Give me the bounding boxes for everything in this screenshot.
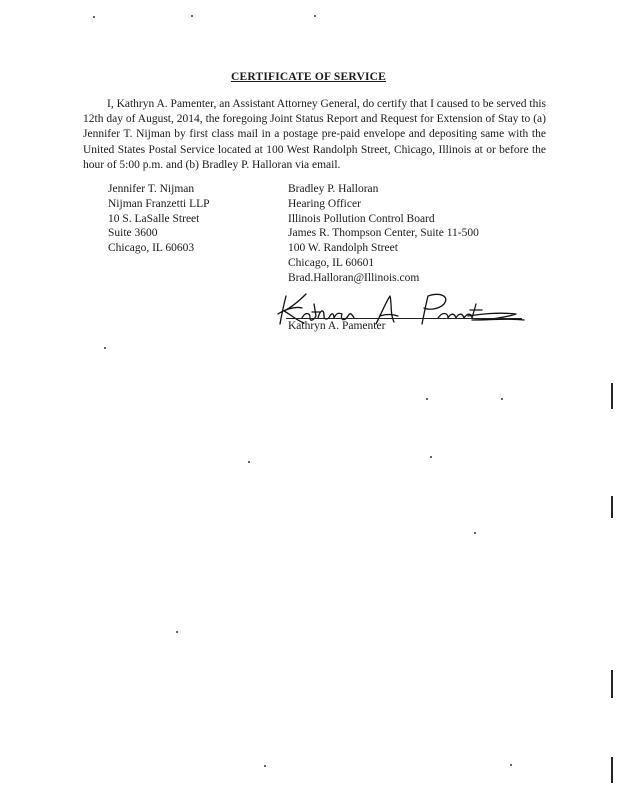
recipient-name: Bradley P. Halloran	[288, 183, 379, 195]
scan-speck	[176, 631, 178, 633]
scan-speck	[474, 532, 476, 534]
scan-speck	[501, 398, 503, 400]
recipient-city: Chicago, IL 60601	[288, 256, 375, 269]
recipient-firm: Nijman Franzetti LLP	[108, 197, 210, 210]
recipient-name: Jennifer T. Nijman	[108, 183, 195, 195]
recipient-suite: Suite 3600	[108, 227, 158, 240]
recipient-city: Chicago, IL 60603	[108, 242, 195, 255]
recipient-address-halloran	[288, 182, 479, 286]
scan-speck	[426, 398, 428, 400]
scan-speck	[314, 15, 316, 17]
scan-edge-mark	[611, 383, 613, 409]
scan-edge-mark	[611, 496, 613, 518]
recipient-building: James R. Thompson Center, Suite 11-500	[288, 227, 479, 240]
scan-speck	[510, 764, 512, 766]
scan-speck	[248, 461, 250, 463]
recipient-email: Brad.Halloran@Illinois.com	[288, 271, 420, 284]
scan-speck	[104, 347, 106, 349]
signer-name: Kathryn A. Pamenter	[288, 320, 386, 332]
recipient-organization: Illinois Pollution Control Board	[288, 212, 435, 225]
signature-lettering: Kathryn A. Pamenter	[272, 290, 281, 291]
document-title: CERTIFICATE OF SERVICE	[230, 71, 387, 83]
certification-paragraph: I, Kathryn A. Pamenter, an Assistant Attorney General, do certify that I caused to be served this 12th day of August, 2014, the foregoing Joint Status Report and Request for Extension of Stay to (a) Jennifer T. Nijman by first class mail in a postage pre-paid envelope and depositing same with the United States Postal Service located at 100 West Randolph Street, Chicago, Illinois at or before the hour of 5:00 p.m. and (b) Bradley P. Halloran via email.	[83, 98, 546, 171]
scan-edge-mark	[611, 670, 613, 698]
recipient-street: 10 S. LaSalle Street	[108, 212, 200, 225]
scan-edge-mark	[611, 757, 613, 783]
signature-line	[286, 318, 522, 319]
scan-speck	[93, 16, 95, 18]
scan-speck	[264, 765, 266, 767]
scan-speck	[191, 15, 193, 17]
scan-speck	[430, 456, 432, 458]
recipient-address-nijman	[108, 182, 210, 256]
recipient-street: 100 W. Randolph Street	[288, 242, 398, 255]
recipient-title: Hearing Officer	[288, 197, 361, 210]
